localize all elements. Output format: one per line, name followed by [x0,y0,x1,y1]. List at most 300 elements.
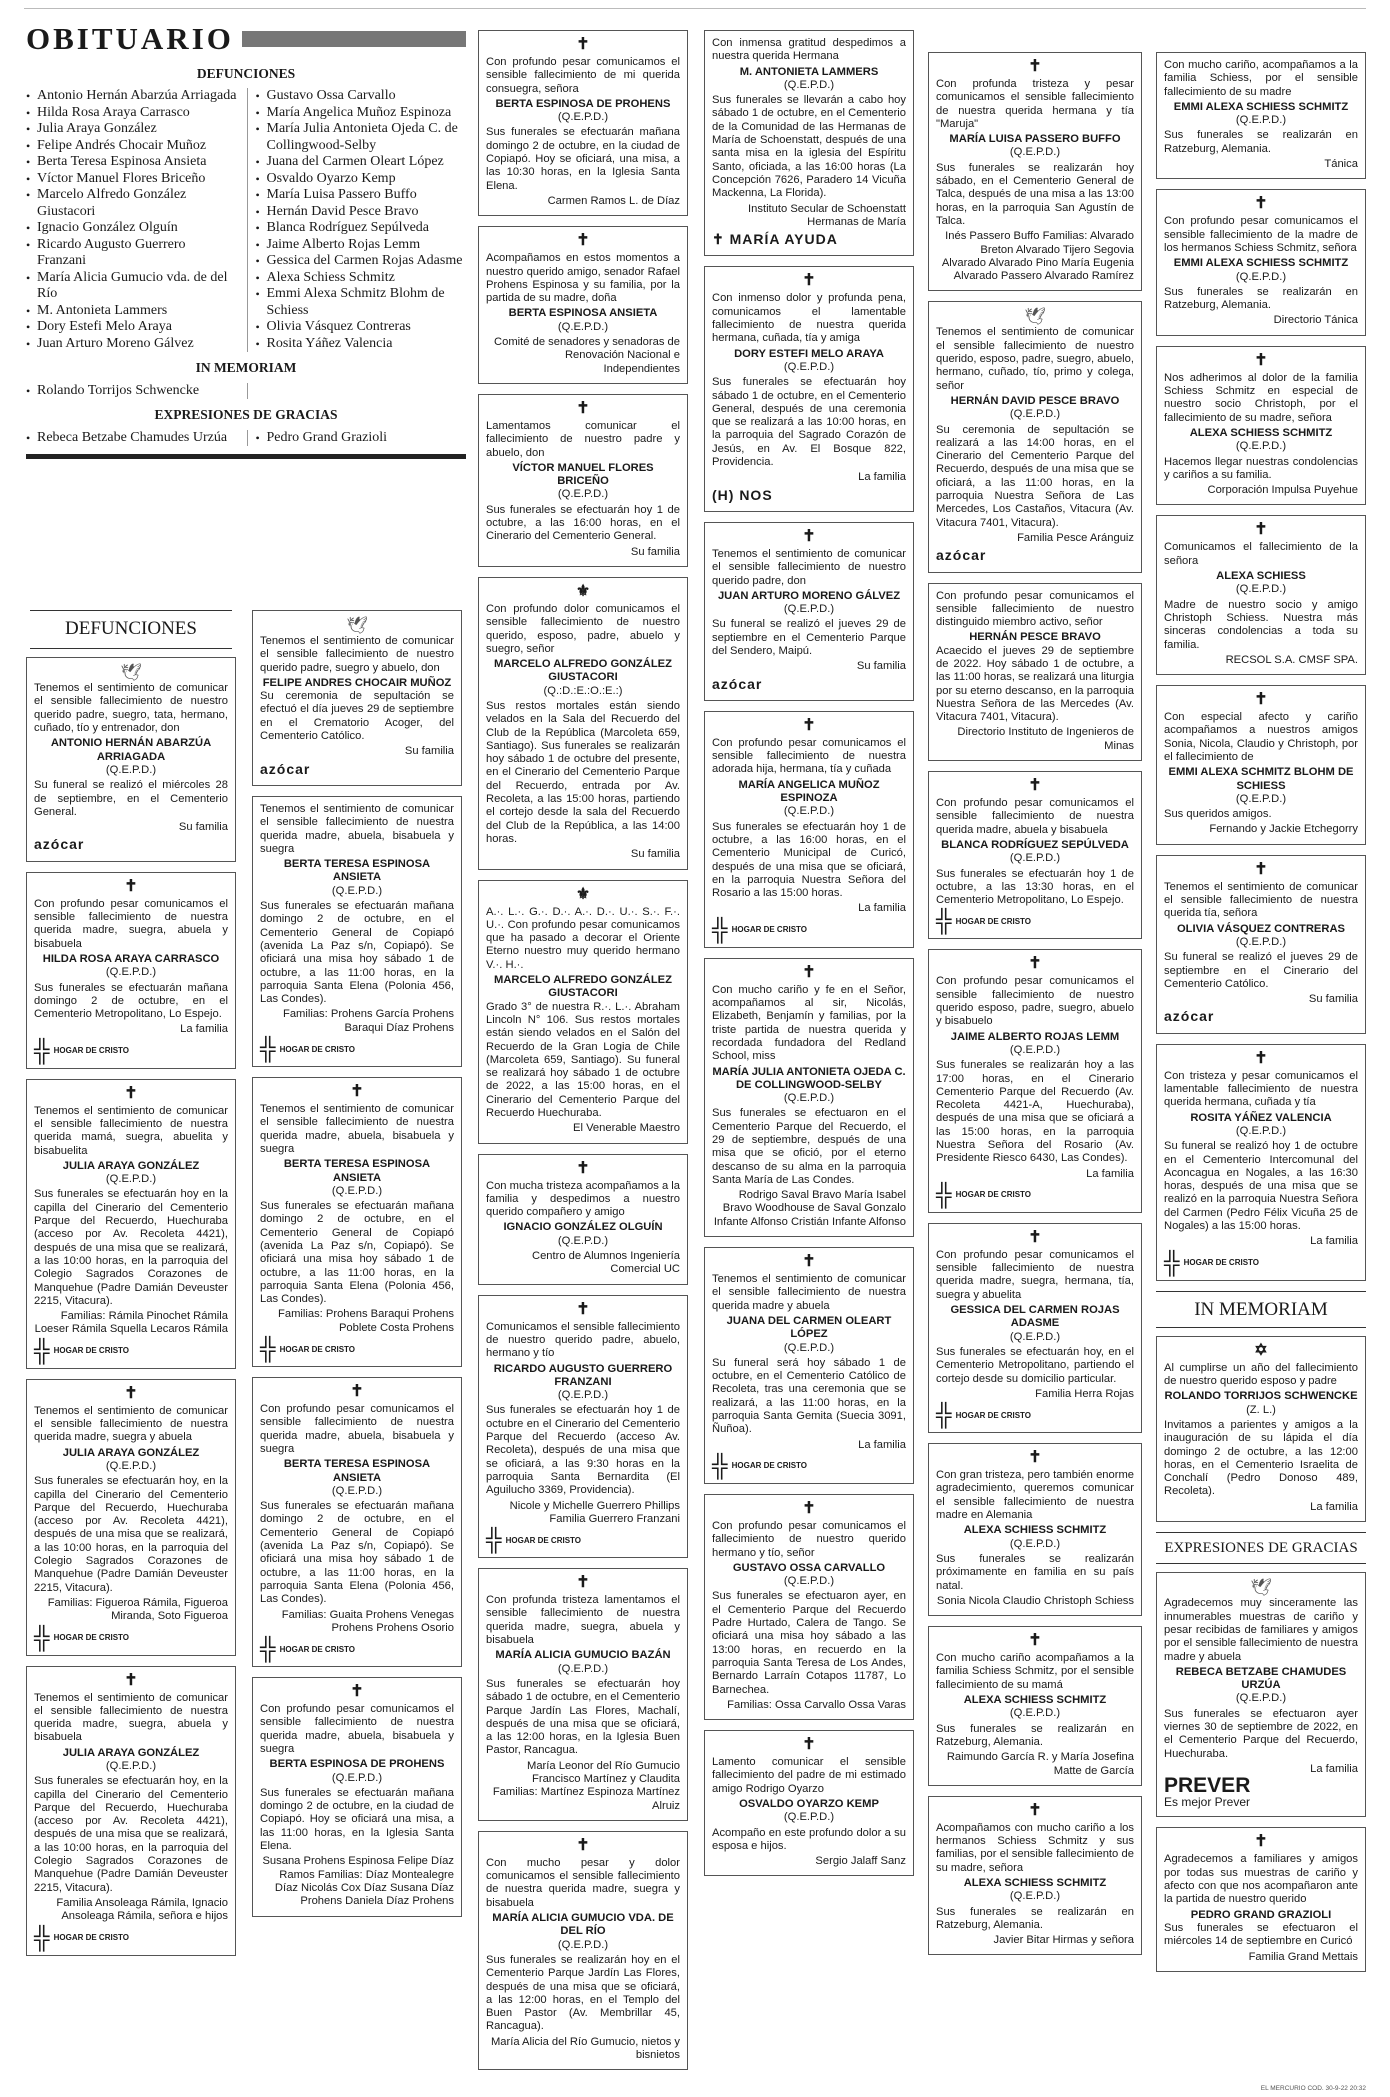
notice-body: Su funeral se realizó hoy 1 de octubre en el Cementerio Intercomunal del Aconcagua en Nogales, a las 16:30 horas, después de una misa que se realizó en la parroquia Nuestra Señora del Carmen (Pedro Félix Vicuña 25 de Nogales) a las 15:00 horas. [1164,1140,1358,1232]
azocar-logo: azócar [712,675,763,692]
notice-body: Sus funerales se efectuarán mañana domingo 2 de octubre, en el Cementerio General de Copiapó (avenida La Paz s/n, Copiapó). Se oficiará una misa hoy sábado 1 de octubre, a las 11:00 horas, en la parroquia Santa Elena (Polonia 456, Las Condes). [260,1500,454,1606]
index-gracias-list-right [247,430,467,447]
notice-body: Sus funerales se efectuarán hoy 1 de octubre, a las 13:30 horas, en el Cementerio Metropolitano, Lo Espejo. [936,867,1134,907]
notice-intro: Con profundo pesar comunicamos el sensible fallecimiento de nuestra querida madre, abuela, bisabuela y suegra [260,1403,454,1455]
notice-signature: RECSOL S.A. CMSF SPA. [1225,653,1358,666]
obituary-notice [478,1568,688,1821]
obituary-notice [928,1796,1142,1956]
index-entry: • Marcelo Alfredo González Giustacori [26,187,237,220]
notice-signature: Su familia [404,745,454,758]
hogar-de-cristo-icon: ╬ [936,1402,952,1428]
hogar-de-cristo-logo [34,1037,228,1063]
index-bottom-rule [26,454,466,459]
azocar-logo: azócar [936,547,987,564]
notice-body: Sus funerales se realizarán en Ratzeburg, Alemania. [1164,129,1358,155]
deceased-name: GESSICA DEL CARMEN ROJAS ADASME [950,1304,1120,1330]
cross-icon: ✝ [1028,1632,1042,1650]
obituary-notice [704,1730,914,1876]
deceased-name: RICARDO AUGUSTO GUERRERO FRANZANI [493,1362,673,1388]
deceased-name: ALEXA SCHIESS SCHMITZ [963,1524,1107,1537]
notice-intro: Tenemos el sentimiento de comunicar el sensible fallecimiento de nuestro querido padre, suegro y abuelo, don [260,635,454,674]
obituary-notice [252,1677,462,1916]
notice-signature: La familia [1310,1500,1358,1513]
notice-signature: Familias: Ossa Carvallo Ossa Varas [727,1698,906,1711]
section-header-defunciones: DEFUNCIONES [30,610,232,649]
notice-body: Sus funerales se efectuarán hoy 1 de octubre, a las 16:00 horas, en el Cinerario del Cementerio General. [486,503,680,543]
index-entry: • Felipe Andrés Chocair Muñoz [26,138,237,155]
notice-intro: Con profundo pesar comunicamos el sensible fallecimiento de nuestra querida madre, abuela y bisabuela [936,797,1134,836]
cross-icon: ✝ [576,1159,590,1177]
hogar-de-cristo-text: HOGAR DE CRISTO [279,1044,356,1054]
obituary-notice [478,880,688,1144]
notice-body: Sus funerales se efectuaron el miércoles 14 de septiembre en Curicó [1164,1921,1358,1948]
obituary-notice [1156,189,1366,335]
qepd-line: (Q.E.P.D.) [783,1341,835,1354]
notice-body: Sus funerales se realizarán próximamente en familia en su país natal. [936,1552,1134,1592]
notice-signature: Familias: Figueroa Rámila, Figueroa Miranda, Soto Figueroa [47,1596,228,1623]
deceased-name: HILDA ROSA ARAYA CARRASCO [42,952,220,965]
notice-signature: El Venerable Maestro [573,1122,680,1135]
obituary-notice [704,266,914,511]
cross-icon: ✝ [350,1083,364,1101]
obituary-notice [928,1443,1142,1616]
hogar-de-cristo-logo [260,1036,454,1062]
cross-icon: ✝ [1028,955,1042,973]
notice-signature: Familias: Guaita Prohens Venegas Prohens Prohens Osorio [281,1608,454,1634]
deceased-name: MARÍA LUISA PASSERO BUFFO [949,133,1121,146]
notice-signature: Comité de senadores y senadoras de Renovación Nacional e Independientes [494,336,680,375]
notice-intro: Tenemos el sentimiento de comunicar el sensible fallecimiento de nuestra querida madre, suegra, abuela y bisabuela [34,1691,228,1744]
hogar-de-cristo-icon: ╬ [712,916,728,942]
notice-signature: Su familia [630,848,680,861]
index-gracias-list-left [26,430,237,447]
obituary-notice [26,872,236,1069]
notice-intro: Con inmensa gratitud despedimos a nuestra querida Hermana [712,37,906,63]
qepd-line: (Q.E.P.D.) [105,1173,157,1186]
index-entry: • Rosita Yáñez Valencia [256,336,467,353]
dove-icon: 🕊 [1250,1578,1272,1598]
notice-signature: Familia Pesce Aránguiz [1017,531,1134,544]
notice-signature: Sergio Jalaff Sanz [815,1855,906,1868]
obituary-notice [928,52,1142,291]
hogar-de-cristo-icon: ╬ [34,1924,50,1950]
qepd-line: (Q.E.P.D.) [783,1575,835,1588]
hogar-de-cristo-icon: ╬ [712,1452,728,1478]
notice-signature: La familia [180,1023,228,1036]
deceased-name: OLIVIA VÁSQUEZ CONTRERAS [1176,922,1346,935]
prever-name: PREVER [1164,1774,1251,1798]
obituary-notice [928,949,1142,1212]
index-entry: • Ricardo Augusto Guerrero Franzani [26,237,237,270]
obituary-notice [704,711,914,948]
column-5 [928,52,1142,1965]
qepd-line: (Q.E.P.D.) [331,1484,383,1497]
qepd-line: (Q.E.P.D.) [1009,852,1061,865]
notice-body: Su ceremonia de sepultación se realizará a las 14:00 horas, en el Cinerario del Cementerio Parque del Recuerdo, después de una misa que se oficiará, a las 11:00 horas, en la parroquia Nuestra Señora de Las Mercedes, Los Castaños, Vitacura (Av. Vitacura 7401, Vitacura). [936,423,1134,529]
deceased-name: MARCELO ALFREDO GONZÁLEZ GIUSTACORI [494,974,672,1000]
obituary-notice [252,796,462,1067]
qepd-line: (Q.E.P.D.) [1009,1330,1061,1343]
cross-icon: ✝ [1028,777,1042,795]
notice-intro: Con profunda tristeza lamentamos el sensible fallecimiento de nuestra querida madre, suegra, abuela y bisabuela [486,1594,680,1647]
cross-icon: ✝ [124,1084,138,1102]
qepd-line: (Q.E.P.D.) [105,1759,157,1772]
notice-intro: Con tristeza y pesar comunicamos el lamentable fallecimiento de nuestra querida hermana, cuñada y tía [1164,1069,1358,1109]
notice-body: Invitamos a parientes y amigos a la inauguración de su lápida el día domingo 2 de octubre, a las 12:00 horas, en el Cementerio Israelita de Conchalí (Pedro Donoso 489, Recoleta). [1164,1418,1358,1498]
index-memoriam-label: IN MEMORIAM [195,360,297,376]
cross-icon: ✝ [1254,691,1268,709]
hogar-de-cristo-logo [34,1624,228,1650]
notice-signature: Familias: Rámila Pinochet Rámila Loeser Rámila Squella Lecaros Rámila [34,1310,228,1336]
notice-intro: Con mucho pesar y dolor comunicamos el sensible fallecimiento de nuestra querida madre, suegra y bisabuela [486,1856,680,1909]
hogar-de-cristo-logo [260,1636,454,1662]
notice-body: Su ceremonia de sepultación se efectuó el día jueves 29 de septiembre en el Crematorio Acoger, del Cementerio Católico. [260,690,454,743]
hogar-de-cristo-icon: ╬ [260,1336,276,1362]
qepd-line: (Q.E.P.D.) [1235,1124,1287,1137]
notice-intro: Lamento comunicar el sensible fallecimiento del padre de mi estimado amigo Rodrigo Oyarzo [712,1756,906,1795]
notice-body: Su funeral se realizó el jueves 29 de septiembre en el Cinerario del Cementerio Católico. [1164,951,1358,990]
qepd-line: (Q.E.P.D.) [331,884,383,897]
hogar-de-cristo-text: HOGAR DE CRISTO [279,1344,356,1354]
notice-intro: Tenemos el sentimiento de comunicar el sensible fallecimiento de nuestro querido padre, suegro, tata, hermano, cuñado, tío y entrenador, don [34,682,228,735]
cross-icon: ✝ [802,1736,816,1754]
cross-icon: ✝ [1254,351,1268,369]
qepd-line: (Q.E.P.D.) [105,966,157,979]
cross-icon: ✝ [576,399,590,417]
hogar-de-cristo-icon: ╬ [34,1037,50,1063]
notice-intro: Comunicamos el fallecimiento de la señora [1164,541,1358,567]
notice-body: Sus funerales se realizarán hoy a las 17:00 horas, en el Cinerario Cementerio Parque del Recuerdo (Av. Recoleta 4421-A, Huechuraba), después de una misa que se oficiará a las 15:00 horas, en la parroquia Nuestra Señora del Rosario (Av. Presidente Riesco 6430, Las Condes). [936,1059,1134,1165]
cross-icon: ✝ [576,36,590,53]
notice-signature: Familias: Prohens García Prohens Baraqui Díaz Prohens [283,1008,454,1034]
hogar-de-cristo-logo [486,1527,680,1553]
index-entry: • Julia Araya González [26,121,237,138]
notice-body: Sus funerales se realizarán hoy en el Cementerio Parque Jardín Las Flores, después de una misa que se oficiará, a las 12:00 horas, en el Templo del Buen Pastor (Av. Membrillar 45, Rancagua). [486,1953,680,2033]
notice-signature: Familia Ansoleaga Rámila, Ignacio Ansoleaga Rámila, señora e hijos [56,1896,228,1923]
cross-icon: ✝ [802,716,816,734]
deceased-name: ROSITA YÁÑEZ VALENCIA [1190,1111,1332,1124]
obituary-notice [252,1377,462,1667]
cross-icon: ✝ [802,527,816,545]
notice-signature: Directorio Tánica [1273,314,1358,327]
hogar-de-cristo-icon: ╬ [936,908,952,934]
deceased-name: PEDRO GRAND GRAZIOLI [1190,1908,1332,1921]
notice-intro: Acompañamos con mucho cariño a los hermanos Schiess Schmitz y sus familias, por el sensible fallecimiento de su madre, señora [936,1821,1134,1874]
footer-code: EL MERCURIO COD. 30-9-22 20:32 [1260,2085,1366,2093]
notice-signature: Directorio Instituto de Ingenieros de Minas [957,726,1134,752]
notice-body: Su funeral se realizó el miércoles 28 de septiembre, en el Cementerio General. [34,779,228,818]
obituary-notice [1156,515,1366,675]
deceased-name: ALEXA SCHIESS [1216,570,1306,583]
cross-icon: ✝ [576,232,590,250]
masthead-bar [242,31,466,47]
deceased-name: GUSTAVO OSSA CARVALLO [732,1561,886,1574]
index-entry: • Alexa Schiess Schmitz [256,270,467,287]
hogar-de-cristo-logo [936,1181,1134,1207]
deceased-name: JUANA DEL CARMEN OLEART LÓPEZ [726,1314,892,1341]
notice-intro: Comunicamos el sensible fallecimiento de nuestro querido padre, abuelo, hermano y tío [486,1320,680,1360]
notice-signature: La familia [1310,1762,1358,1775]
obituary-notice [1156,685,1366,845]
cross-icon: ✝ [1254,521,1268,539]
notice-signature: Sonia Nicola Claudio Christoph Schiess [936,1594,1134,1607]
notice-body: Madre de nuestro socio y amigo Christoph Schiess. Nuestra más sinceras condolencias a toda su familia. [1164,598,1358,651]
notice-signature: Su familia [1308,993,1358,1006]
notice-signature: Familias: Prohens Baraqui Prohens Poblete Costa Prohens [278,1308,454,1334]
index-entry: • Gessica del Carmen Rojas Adasme [256,253,467,270]
index-entry: • Gustavo Ossa Carvallo [256,88,467,105]
cross-icon: ✝ [1028,58,1042,75]
deceased-name: MARÍA JULIA ANTONIETA OJEDA C. DE COLLINGWOOD-SELBY [712,1065,906,1091]
obituary-notice [1156,855,1366,1034]
notice-body: Sus funerales se efectuarán mañana domingo 2 de octubre, en el Cementerio Metropolitano, Lo Espejo. [34,981,228,1021]
qepd-line: (Q.E.P.D.) [783,360,835,373]
index-memoriam-list-right [247,383,467,400]
cross-icon: ✝ [1254,195,1268,213]
deceased-name: JUAN ARTURO MORENO GÁLVEZ [717,589,901,602]
deceased-name: HERNÁN PESCE BRAVO [969,631,1101,644]
cross-icon: ✝ [124,877,138,895]
notice-signature: Javier Bitar Hirmas y señora [993,1934,1134,1947]
hogar-de-cristo-text: HOGAR DE CRISTO [505,1535,582,1545]
notice-intro: Con profundo pesar comunicamos el sensible fallecimiento de la madre de los hermanos Schiess Schmitz, señora [1164,215,1358,254]
top-rule [24,8,1366,9]
notice-intro: Con mucho cariño acompañamos a la familia Schiess Schmitz, por el sensible fallecimiento de su mamá [936,1652,1134,1691]
notice-body: Sus restos mortales están siendo velados en la Sala del Recuerdo del Club de la República (Marcoleta 659, Santiago). Sus funerales se realizarán hoy sábado 1 de octubre del presente, en el Cinerario del Cementerio Parque del Recuerdo, entrada por Av. Recoleta, a las 15:00 horas, partiendo el cortejo desde la sala del Recuerdo del Club de la República, a las 14:00 horas. [486,699,680,845]
notice-intro: Con inmenso dolor y profunda pena, comunicamos el lamentable fallecimiento de nuestra querida hermana, cuñada, tía y amiga [712,292,906,345]
notice-intro: Con mucha tristeza acompañamos a la familia y despedimos a nuestro querido compañero y amigo [486,1179,681,1219]
notice-body: Sus funerales se efectuarán hoy en la capilla del Cinerario del Cementerio Parque del Recuerdo, Huechuraba (acceso por Av. Recoleta 4421), después de una misa que se realizará, a las 10:00 horas, en la parroquia del Colegio Sagrados Corazones de Manquehue (Padre Damián Deveuster 2215, Vitacura). [34,1188,228,1307]
deceased-name: BERTA TERESA ESPINOSA ANSIETA [283,858,431,884]
compass-icon: ⚜ [575,885,591,903]
hogar-de-cristo-icon: ╬ [486,1527,502,1553]
deceased-name: JULIA ARAYA GONZÁLEZ [62,1746,200,1759]
deceased-name: MARÍA ALICIA GUMUCIO VDA. DE DEL RÍO [492,1912,674,1938]
index-entry: • Dory Estefi Melo Araya [26,319,237,336]
deceased-name: BERTA ESPINOSA ANSIETA [508,307,658,320]
notice-intro: Agradecemos muy sinceramente las innumerables muestras de cariño y pesar recibidas de familiares y amigos por el sensible fallecimiento de nuestra madre y abuela [1164,1597,1358,1663]
index-entry: • Ignacio González Olguín [26,220,237,237]
qepd-line: (Q.E.P.D.) [1009,1043,1061,1056]
hogar-de-cristo-logo [936,908,1134,934]
deceased-name: ROLANDO TORRIJOS SCHWENCKE [1164,1390,1358,1403]
cross-icon: ✝ [576,1836,590,1854]
index-entry: • Emmi Alexa Schmitz Blohm de Schiess [256,286,467,319]
notice-body: Sus funerales se efectuaron ayer, en el Cementerio Parque del Recuerdo Padre Hurtado, Calera de Tango. Se oficiará una misa hoy sábado a las 13:00 horas, en recuerdo en la parroquia Santa Teresa de Los Andes, Bernardo Larraín Cotapos 11787, Lo Barnechea. [712,1590,906,1696]
prever-logo [1164,1776,1358,1809]
notice-signature: María Leonor del Río Gumucio Francisco Martínez y Claudita Familias: Martínez Espinoza Martínez Alruiz [492,1759,680,1812]
notice-intro: Acompañamos en estos momentos a nuestro querido amigo, senador Rafael Prohens Espinosa y su familia, por la partida de su madre, doña [486,252,680,305]
obituary-notice [478,1295,688,1558]
obituary-notice [478,1831,688,2070]
hogar-de-cristo-text: HOGAR DE CRISTO [53,1046,130,1056]
index-entry: • Blanca Rodríguez Sepúlveda [256,220,467,237]
notice-intro: Con mucho cariño, acompañamos a la familia Schiess, por el sensible fallecimiento de su madre [1164,59,1358,98]
qepd-line: (Q.:D.:E.:O.:E.:) [543,684,623,697]
cross-icon: ✝ [350,1383,364,1401]
hogar-de-cristo-logo [34,1924,228,1950]
obituary-notice [928,1626,1142,1786]
hogar-de-cristo-text: HOGAR DE CRISTO [955,1410,1032,1420]
notice-signature: La familia [1310,1235,1358,1248]
deceased-name: EMMI ALEXA SCHMITZ BLOHM DE SCHIESS [1168,766,1354,792]
notice-signature: Carmen Ramos L. de Díaz [547,194,680,207]
obituary-notice [928,771,1142,939]
obituary-notice [928,301,1142,572]
cross-icon: ✝ [124,1384,138,1402]
notice-signature: Susana Prohens Espinosa Felipe Díaz Ramos Familias: Díaz Montealegre Díaz Nicolás Cox Díaz Susana Díaz Prohens Daniela Díaz Prohens [262,1855,454,1908]
index-entry: • María Alicia Gumucio vda. de del Río [26,270,237,303]
obituary-notice [704,1494,914,1720]
cross-icon: ✝ [1254,1833,1268,1851]
qepd-line: (Q.E.P.D.) [1235,935,1287,948]
notice-signature: Tánica [1324,158,1358,171]
hogar-de-cristo-text: HOGAR DE CRISTO [53,1346,130,1356]
obituary-notice [478,577,688,870]
index-entry: • María Julia Antonieta Ojeda C. de Collingwood-Selby [256,121,467,154]
notice-signature: Familia Herra Rojas [1035,1387,1134,1400]
qepd-line: (Q.E.P.D.) [1009,146,1061,159]
cross-icon: ✝ [576,1300,590,1318]
hogar-de-cristo-icon: ╬ [936,1181,952,1207]
hogar-de-cristo-text: HOGAR DE CRISTO [53,1933,130,1943]
notice-body: Sus funerales se realizarán en Ratzeburg, Alemania. [936,1722,1134,1748]
qepd-line: (Q.E.P.D.) [557,320,609,333]
qepd-line: (Q.E.P.D.) [557,1662,609,1675]
obituary-notice [928,1223,1142,1433]
notice-intro: Lamentamos comunicar el fallecimiento de nuestro padre y abuelo, don [486,419,680,459]
index-entry: • M. Antonieta Lammers [26,303,237,320]
notice-intro: Con profundo pesar comunicamos el sensible fallecimiento de nuestra adorada hija, hermana, tía y cuñada [712,736,906,776]
qepd-line: (Q.E.P.D.) [1235,440,1287,453]
hogar-de-cristo-text: HOGAR DE CRISTO [731,1461,808,1471]
qepd-line: (Q.E.P.D.) [783,1092,835,1105]
notice-body: Grado 3° de nuestra R.·. L.·. Abraham Lincoln N° 106. Sus restos mortales están siendo velados en el Salón del Recuerdo de la Gran Logia de Chile (Marcoleta 659, Santiago). Su funeral se realizará hoy sábado 1 de octubre de 2022, a las 15:00 horas, en el Cinerario del Cementerio Parque del Recuerdo Huechuraba. [486,1000,680,1119]
hogar-de-cristo-text: HOGAR DE CRISTO [1183,1258,1260,1268]
obituary-notice [1156,1827,1366,1971]
notice-signature: Centro de Alumnos Ingeniería Comercial UC [531,1250,680,1276]
obituary-notice [252,1077,462,1367]
deceased-name: JULIA ARAYA GONZÁLEZ [62,1446,200,1459]
deceased-name: ALEXA SCHIESS SCHMITZ [963,1694,1107,1707]
qepd-line: (Q.E.P.D.) [1235,792,1287,805]
notice-intro: Tenemos el sentimiento de comunicar el sensible fallecimiento de nuestro querido padre, don [712,547,906,587]
notice-body: Sus queridos amigos. [1164,808,1272,821]
hogar-de-cristo-text: HOGAR DE CRISTO [279,1644,356,1654]
obituary-notice [704,30,914,256]
index-list-left [26,88,237,352]
hogar-de-cristo-icon: ╬ [1164,1249,1180,1275]
qepd-line: (Q.E.P.D.) [331,1771,383,1784]
notice-body: Sus funerales se realizarán hoy sábado, en el Cementerio General de Talca, después de una misa a las 13:00 horas, en la parroquia San Agustín de Talca. [936,161,1134,227]
notice-intro: Tenemos el sentimiento de comunicar el sensible fallecimiento de nuestra querida madre, suegra y abuela [34,1404,228,1444]
notice-intro: Tenemos el sentimiento de comunicar el sensible fallecimiento de nuestra querida mamá, suegra, abuelita y bisabuelita [34,1104,228,1157]
qepd-line: (Q.E.P.D.) [105,1459,157,1472]
obituary-notice [928,583,1142,762]
qepd-line: (Q.E.P.D.) [557,1234,609,1247]
notice-signature: María Alicia del Río Gumucio, nietos y bisnietos [490,2035,680,2062]
dove-icon: 🕊 [1024,307,1046,327]
notice-signature: Su familia [630,545,680,558]
obituary-notice [478,30,688,216]
qepd-line: (Q.E.P.D.) [1235,1692,1287,1705]
deceased-name: DORY ESTEFI MELO ARAYA [734,347,884,360]
qepd-line: (Q.E.P.D.) [331,1184,383,1197]
notice-body: Sus funerales se llevarán a cabo hoy sábado 1 de octubre, en el Cementerio de la Comunidad de las Hermanas de María de Schoenstatt, después de una santa misa en la iglesia del Espíritu Santo, oficiada, a las 16:00 horas (La Concepción 7626, Paradero 14 Vicuña Mackenna, La Florida). [712,94,906,200]
index-entry: • Juan Arturo Moreno Gálvez [26,336,237,353]
index-entry: • Berta Teresa Espinosa Ansieta [26,154,237,171]
cross-icon: ✝ [350,1683,364,1701]
obituary-notice [26,1079,236,1369]
hogar-de-cristo-icon: ╬ [260,1636,276,1662]
notice-intro: Con profundo pesar comunicamos el sensible fallecimiento de mi querida consuegra, señora [486,56,680,95]
notice-intro: Con profunda tristeza y pesar comunicamos el sensible fallecimiento de nuestra querida hermana y tía "Maruja" [936,78,1134,130]
notice-intro: Con gran tristeza, pero también enorme agradecimiento, queremos comunicar el sensible fallecimiento de nuestra madre en Alemania [936,1469,1134,1522]
cross-icon: ✝ [802,272,816,290]
qepd-line: (Q.E.P.D.) [557,488,609,501]
qepd-line: (Q.E.P.D.) [1235,583,1287,596]
notice-body: Sus funerales se efectuarán hoy sábado 1 de octubre, en el Cementerio General, después de una ceremonia que se realizará a las 10:00 horas, en la parroquia del Sagrado Corazón de Jesús, en Av. El Bosque 822, Providencia. [712,376,906,469]
index-entry: • Olivia Vásquez Contreras [256,319,467,336]
notice-signature: Su familia [856,660,906,673]
notice-signature: Nicole y Michelle Guerrero Phillips Familia Guerrero Franzani [509,1499,680,1525]
deceased-name: JULIA ARAYA GONZÁLEZ [62,1159,200,1172]
qepd-line: (Q.E.P.D.) [1009,1537,1061,1550]
notice-body: Acompaño en este profundo dolor a su esposa e hijos. [712,1826,906,1852]
qepd-line: (Q.E.P.D.) [783,78,835,91]
notice-signature: La familia [1086,1167,1134,1180]
notice-body: Sus funerales se efectuarán hoy, en la capilla del Cinerario del Cementerio Parque del Recuerdo, Huechuraba (acceso por Av. Recoleta 4421), después de una misa que se realizará, a las 10:00 horas, en la parroquia del Colegio Sagrados Corazones de Manquehue (Padre Damián Deveuster 2215, Vitacura). [34,1775,228,1894]
deceased-name: EMMI ALEXA SCHIESS SCHMITZ [1173,100,1349,113]
notice-intro: Tenemos el sentimiento de comunicar el sensible fallecimiento de nuestra querida madre, abuela, bisabuela y suegra [260,802,454,855]
notice-body: Su funeral será hoy sábado 1 de octubre, en el Cementerio Católico de Recoleta, tras una ceremonia que se realizará, a las 11:00 horas, en la parroquia Santa Gemita (Suecia 3091, Ñuñoa). [712,1356,906,1436]
notice-signature: Inés Passero Buffo Familias: Alvarado Breton Alvarado Tijero Segovia Alvarado Alvarado Pino María Eugenia Alvarado Passero Alvarado Ramírez [941,230,1134,283]
notice-intro: Tenemos el sentimiento de comunicar el sensible fallecimiento de nuestra querida madre, abuela, bisabuela y suegra [260,1103,454,1155]
hogar-de-cristo-text: HOGAR DE CRISTO [731,925,808,935]
deceased-name: IGNACIO GONZÁLEZ OLGUÍN [503,1221,663,1234]
qepd-line: (Q.E.P.D.) [557,1389,609,1402]
notice-intro: Tenemos el sentimiento de comunicar el sensible fallecimiento de nuestra querida tía, señora [1164,880,1358,920]
deceased-name: JAIME ALBERTO ROJAS LEMM [950,1030,1120,1043]
hogar-de-cristo-logo [1164,1249,1358,1275]
notice-signature: Corporación Impulsa Puyehue [1207,484,1358,497]
obituary-notice [1156,346,1366,506]
deceased-name: BERTA ESPINOSA DE PROHENS [495,97,671,110]
hogar-de-cristo-logo [712,1452,906,1478]
deceased-name: BERTA TERESA ESPINOSA ANSIETA [283,1458,431,1484]
notice-intro: Con mucho cariño y fe en el Señor, acompañamos al sir, Nicolás, Elizabeth, Benjamín y familias, por la triste partida de nuestra querida y recordada fundadora del Redland School, miss [712,983,906,1063]
notice-intro: Agradecemos a familiares y amigos por todas sus muestras de cariño y afecto con que nos acompañaron ante la partida de nuestro querido [1164,1853,1358,1906]
index-memoriam-list [26,383,237,400]
hogar-de-cristo-logo [34,1337,228,1363]
star-icon: ✡ [1254,1341,1268,1359]
cross-icon: ✝ [576,1574,590,1592]
deceased-name: MARÍA ANGELICA MUÑOZ ESPINOZA [738,778,880,805]
deceased-name: BERTA ESPINOSA DE PROHENS [269,1758,445,1771]
notice-intro: Al cumplirse un año del fallecimiento de nuestro querido esposo y padre [1164,1361,1358,1388]
cross-icon: ✝ [802,963,816,981]
obituary-notice [704,522,914,701]
index-entry: • Víctor Manuel Flores Briceño [26,171,237,188]
index-entry: • María Angelica Muñoz Espinoza [256,105,467,122]
obituary-notice [1156,1572,1366,1817]
notice-signature: La familia [858,1438,906,1451]
obituary-notice [26,1666,236,1956]
notice-body: Sus funerales se realizarán en Ratzeburg, Alemania. [936,1905,1134,1931]
section-header-memoriam: IN MEMORIAM [1156,1291,1366,1328]
maria-ayuda-logo: ✝ MARÍA AYUDA [712,231,838,248]
index-entry: • Jaime Alberto Rojas Lemm [256,237,467,254]
